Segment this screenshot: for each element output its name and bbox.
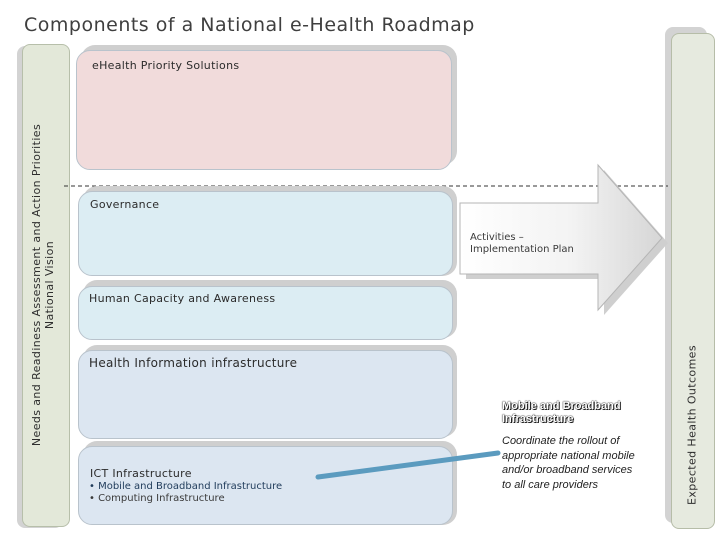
callout-title-line1: Mobile and Broadband	[502, 400, 621, 412]
ict-bullet-computing: • Computing Infrastructure	[89, 493, 225, 504]
callout-description	[502, 434, 654, 492]
right-sidebar-label: Expected Health Outcomes	[685, 345, 699, 505]
callout-body-line1: Coordinate the rollout of	[502, 435, 620, 447]
left-sidebar-label-line1: Needs and Readiness Assessment and Action Priorities	[30, 123, 43, 447]
callout-title-line2: Infrastructure	[502, 413, 574, 425]
governance-label: Governance	[90, 198, 160, 211]
callout-body-line2: appropriate national mobile	[502, 449, 635, 462]
callout-body-line4: to all care providers	[502, 478, 598, 491]
left-sidebar-label-line2: National Vision	[43, 240, 56, 330]
page-title: Components of a National e-Health Roadmap	[24, 14, 475, 36]
callout-body-line3: and/or broadband services	[502, 464, 633, 476]
ict-label: ICT Infrastructure	[90, 467, 192, 480]
human-capacity-label: Human Capacity and Awareness	[89, 292, 276, 305]
arrow-label-line1: Activities –	[470, 232, 524, 243]
callout-title	[502, 400, 652, 426]
ict-bullet-mobile: • Mobile and Broadband Infrastructure	[89, 481, 283, 492]
priority-solutions-label: eHealth Priority Solutions	[92, 59, 240, 72]
arrow-label-line2: Implementation Plan	[470, 244, 574, 255]
health-info-label: Health Information infrastructure	[89, 356, 298, 370]
